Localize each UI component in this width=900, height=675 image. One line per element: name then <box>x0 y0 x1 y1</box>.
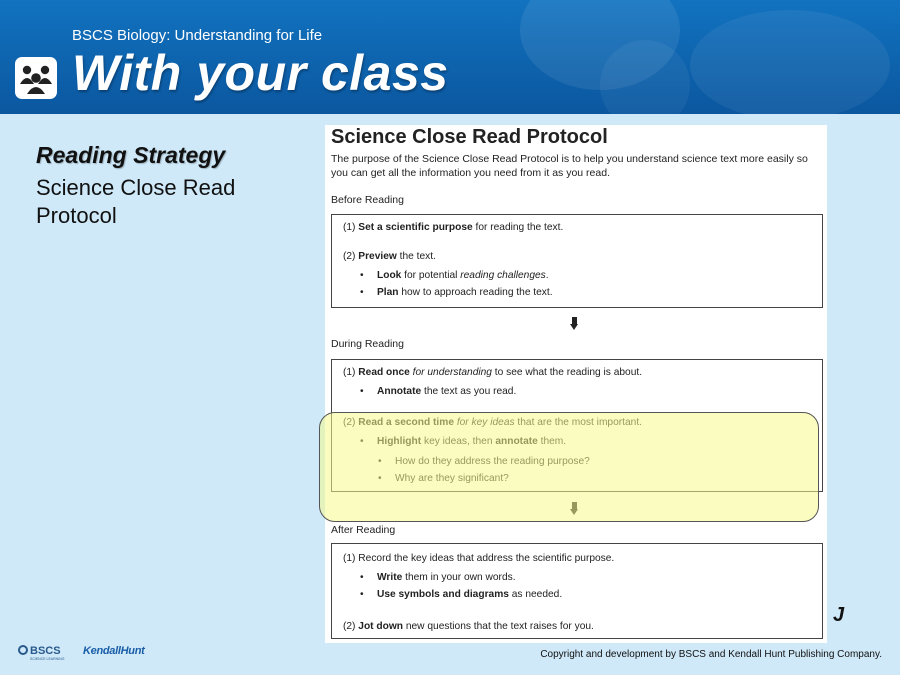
page-title: With your class <box>72 45 449 101</box>
bscs-logo-subtext: SCIENCE LEARNING <box>30 657 65 661</box>
header-banner <box>0 0 900 114</box>
before-step-2: (2) Preview the text. <box>343 251 436 262</box>
during-bullet-1: • Annotate the text as you read. <box>377 386 516 397</box>
during-step-1: (1) Read once for understanding to see what the reading is about. <box>343 367 643 378</box>
before-bullet-2: • Plan how to approach reading the text. <box>377 287 553 298</box>
banner-decoration <box>690 10 890 114</box>
kendall-hunt-logo: KendallHunt <box>83 645 145 657</box>
reading-strategy-heading: Reading Strategy <box>36 142 226 168</box>
course-subtitle: BSCS Biology: Understanding for Life <box>72 27 323 44</box>
protocol-document <box>325 125 827 643</box>
before-step-1: (1) Set a scientific purpose for reading the text. <box>343 222 564 233</box>
after-bullet-2: • Use symbols and diagrams as needed. <box>377 589 562 600</box>
group-people-icon <box>15 57 57 99</box>
banner-decoration <box>600 40 690 114</box>
after-step-1: (1) Record the key ideas that address the scientific purpose. <box>343 553 615 564</box>
down-arrow-icon <box>570 317 579 331</box>
gear-icon <box>18 645 28 655</box>
corner-letter: J <box>833 604 845 626</box>
after-step-2: (2) Jot down new questions that the text raises for you. <box>343 621 594 632</box>
before-reading-label: Before Reading <box>331 194 404 206</box>
after-reading-label: After Reading <box>331 524 396 536</box>
highlight-callout <box>319 412 819 522</box>
during-reading-label: During Reading <box>331 338 404 350</box>
document-intro: The purpose of the Science Close Read Protocol is to help you understand science text more easily so you can get all the information you need from it as you read. <box>331 153 808 179</box>
before-bullet-1: • Look for potential reading challenges. <box>377 270 549 281</box>
document-title: Science Close Read Protocol <box>331 126 608 148</box>
copyright-text: Copyright and development by BSCS and Kendall Hunt Publishing Company. <box>540 649 882 660</box>
reading-strategy-name: Science Close Read Protocol <box>36 175 236 228</box>
bscs-logo: BSCS <box>18 645 61 657</box>
after-bullet-1: • Write them in your own words. <box>377 572 516 583</box>
